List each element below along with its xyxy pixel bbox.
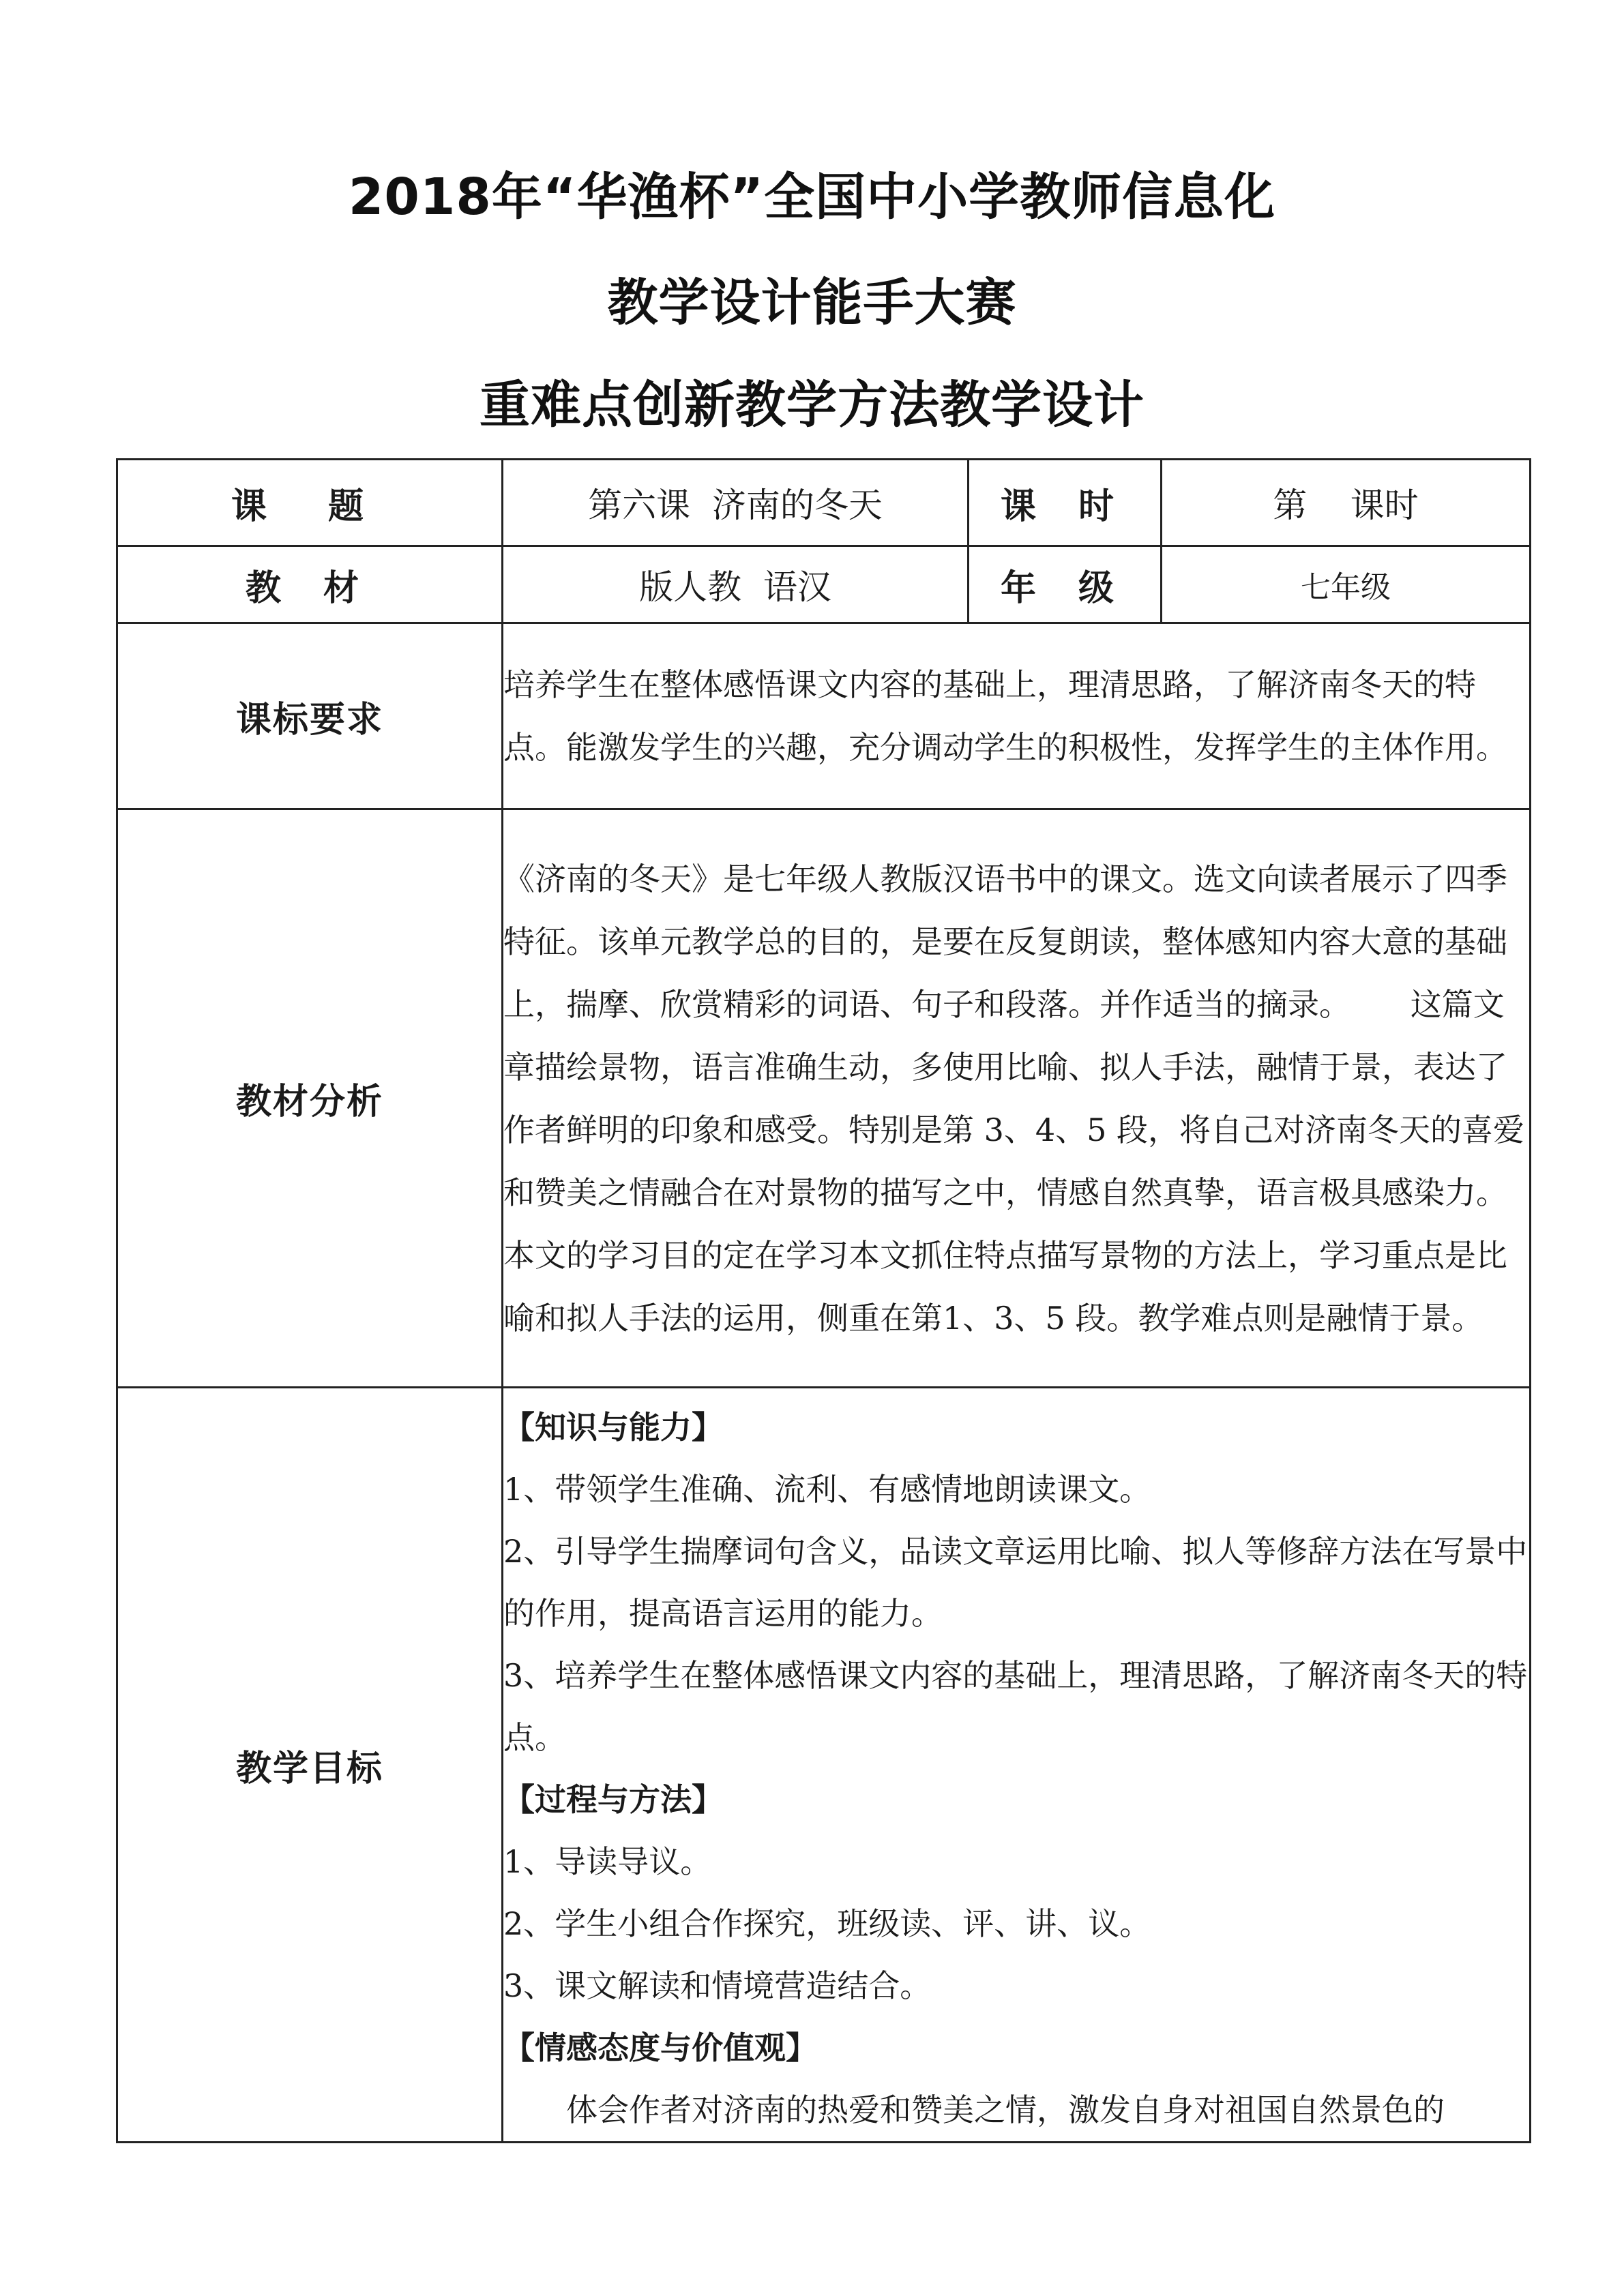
knowledge-item-3: 3、培养学生在整体感悟课文内容的基础上，理清思路，了解济南冬天的特点。 (503, 1657, 1528, 1756)
process-item-1: 1、导读导议。 (503, 1843, 712, 1880)
table-row-goals (117, 1388, 1531, 2143)
analysis-text: 《济南的冬天》是七年级人教版汉语书中的课文。选文向读者展示了四季特征。该单元教学总的目的，是要在反复朗读，整体感知内容大意的基础上，揣摩、欣赏精彩的词语、句子和段落。并作适当的摘录。 这篇文章描绘景物，语言准确生动，多使用比喻、拟人手法，融情于景，表达了作者鲜明的印象和感受。特别是第 3、4、5 段，将自己对济南冬天的喜爱和赞美之情融合在对景物的描写之中，情感自然真挚，语言极具感染力。 本文的学习目的定在学习本文抓住特点描写景物的方法上，学习重点是比喻和拟人手法的运用，侧重在第1、3、5 段。教学难点则是融情于景。 (503, 809, 1531, 1388)
table-row-standard (117, 623, 1531, 809)
knowledge-heading: 【知识与能力】 (503, 1409, 723, 1446)
period-label: 课 时 (969, 460, 1162, 546)
standard-text: 培养学生在整体感悟课文内容的基础上，理清思路，了解济南冬天的特点。能激发学生的兴趣，充分调动学生的积极性，发挥学生的主体作用。 (503, 623, 1531, 809)
period-value: 第 课时 (1162, 460, 1531, 546)
title-line-1: 2018年“华渔杯”全国中小学教师信息化 (348, 168, 1276, 226)
material-value: 版人教 语汉 (503, 546, 969, 623)
table-row-material (117, 546, 1531, 623)
process-item-3: 3、课文解读和情境营造结合。 (503, 1967, 932, 2004)
knowledge-item-1: 1、带领学生准确、流利、有感情地朗读课文。 (503, 1471, 1151, 1508)
knowledge-item-2: 2、引导学生揣摩词句含义，品读文章运用比喻、拟人等修辞方法在写景中的作用，提高语言运用的能力。 (503, 1533, 1528, 1632)
grade-value: 七年级 (1162, 546, 1531, 623)
topic-value: 第六课 济南的冬天 (503, 460, 969, 546)
title-line-2: 教学设计能手大赛 (607, 273, 1017, 332)
goals-content (503, 1388, 1531, 2143)
title-line-3: 重难点创新教学方法教学设计 (479, 376, 1145, 434)
lesson-plan-table (116, 458, 1567, 2143)
analysis-label: 教材分析 (117, 809, 503, 1388)
process-heading: 【过程与方法】 (503, 1781, 723, 1818)
table-row-topic (117, 460, 1531, 546)
process-item-2: 2、学生小组合作探究，班级读、评、讲、议。 (503, 1905, 1151, 1942)
standard-label: 课标要求 (117, 623, 503, 809)
material-label: 教 材 (117, 546, 503, 623)
goals-label: 教学目标 (117, 1388, 503, 2143)
table-row-analysis (117, 809, 1531, 1388)
grade-label: 年 级 (969, 546, 1162, 623)
emotion-text: 体会作者对济南的热爱和赞美之情，激发自身对祖国自然景色的 (566, 2091, 1445, 2128)
emotion-heading: 【情感态度与价值观】 (503, 2029, 817, 2066)
topic-label: 课 题 (117, 460, 503, 546)
